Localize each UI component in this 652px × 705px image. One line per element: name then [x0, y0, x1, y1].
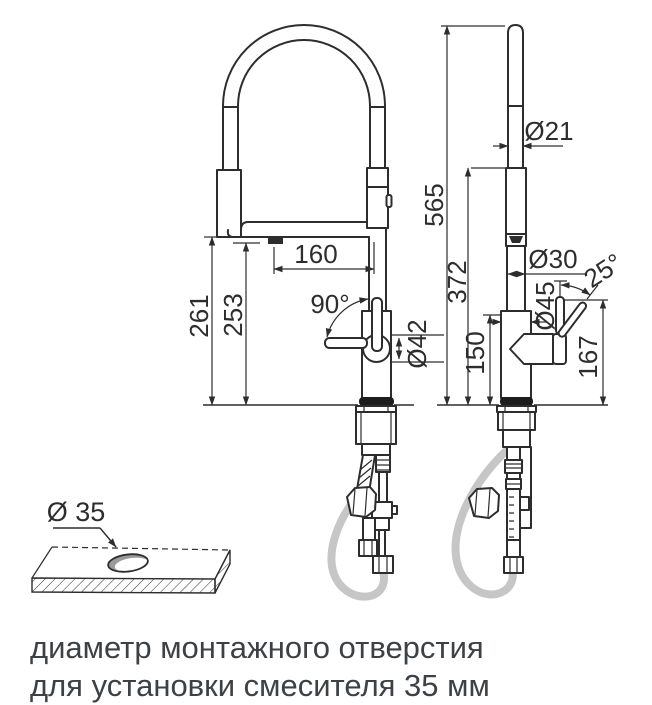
caption-line-1: диаметр монтажного отверстия: [30, 630, 484, 665]
dim-167-label: 167: [573, 335, 603, 379]
front-mount-body: [356, 412, 396, 444]
dim-d45-label: Ø45: [530, 281, 560, 331]
front-mount-block: [362, 444, 390, 455]
side-base-flange: [497, 406, 536, 412]
side-base-gasket: [500, 397, 533, 406]
mounting-hole: [107, 552, 150, 575]
front-valve-knob: [347, 487, 376, 517]
caption-line-2: для установки смесителя 35 мм: [30, 668, 490, 703]
side-spray-tube: [508, 106, 523, 168]
front-view: [184, 25, 444, 597]
dim-261-label: 261: [184, 294, 214, 338]
side-holder-sleeve: [506, 168, 526, 234]
side-hose-nut: [504, 557, 523, 573]
front-left-nut: [359, 540, 377, 556]
dim-d42-label: Ø42: [402, 319, 432, 369]
holder-button: [387, 195, 392, 207]
spray-head-sleeve: [217, 170, 241, 237]
side-valve-knob: [469, 488, 499, 518]
countertop-side-face: [215, 550, 230, 593]
countertop-back-edge: [52, 547, 230, 550]
side-mount-block: [503, 430, 530, 447]
front-base-gasket: [359, 397, 394, 406]
front-base-flange: [356, 406, 396, 412]
handle-vertical-position: [372, 298, 382, 351]
dim-160-label: 160: [294, 239, 338, 269]
spout-holder-sleeve: [367, 168, 388, 228]
dim-arc-25deg: [561, 285, 590, 295]
handle-horizontal-position: [325, 338, 367, 348]
side-handle-mount: [553, 334, 566, 364]
dim-d30-label: Ø30: [528, 244, 578, 274]
dim-253-label: 253: [218, 293, 248, 337]
dim-90deg-label: 90°: [310, 289, 350, 319]
front-faucet-body: [217, 25, 396, 412]
spout-arc-inner: [238, 40, 370, 106]
side-view: [419, 25, 628, 594]
mounting-hole-illustration: [32, 497, 230, 593]
spout-arm: [228, 222, 369, 237]
side-column: [507, 246, 525, 311]
front-supply-rod: [379, 472, 387, 502]
front-hose-nut: [373, 556, 393, 573]
hole-leader-line: [100, 528, 116, 547]
spout-right-leg: [370, 106, 385, 168]
side-under-counter-assembly: [456, 412, 535, 594]
spout-arc-outer: [223, 25, 385, 106]
front-under-counter-assembly: [332, 412, 397, 597]
spray-head-side: [508, 25, 523, 106]
caption: [30, 630, 490, 703]
dim-25deg-label: 25°: [578, 247, 628, 294]
dim-d35-label: Ø 35: [46, 497, 106, 527]
dim-150-label: 150: [460, 331, 490, 375]
aerator: [268, 238, 283, 244]
dim-372-label: 372: [442, 260, 472, 304]
front-fitting-tab: [392, 506, 397, 514]
dim-565-label: 565: [419, 183, 449, 227]
dim-d21-label: Ø21: [524, 116, 574, 146]
front-dimensions: [184, 237, 444, 405]
countertop-front-face: [32, 578, 215, 593]
spout-left-leg: [223, 106, 238, 170]
